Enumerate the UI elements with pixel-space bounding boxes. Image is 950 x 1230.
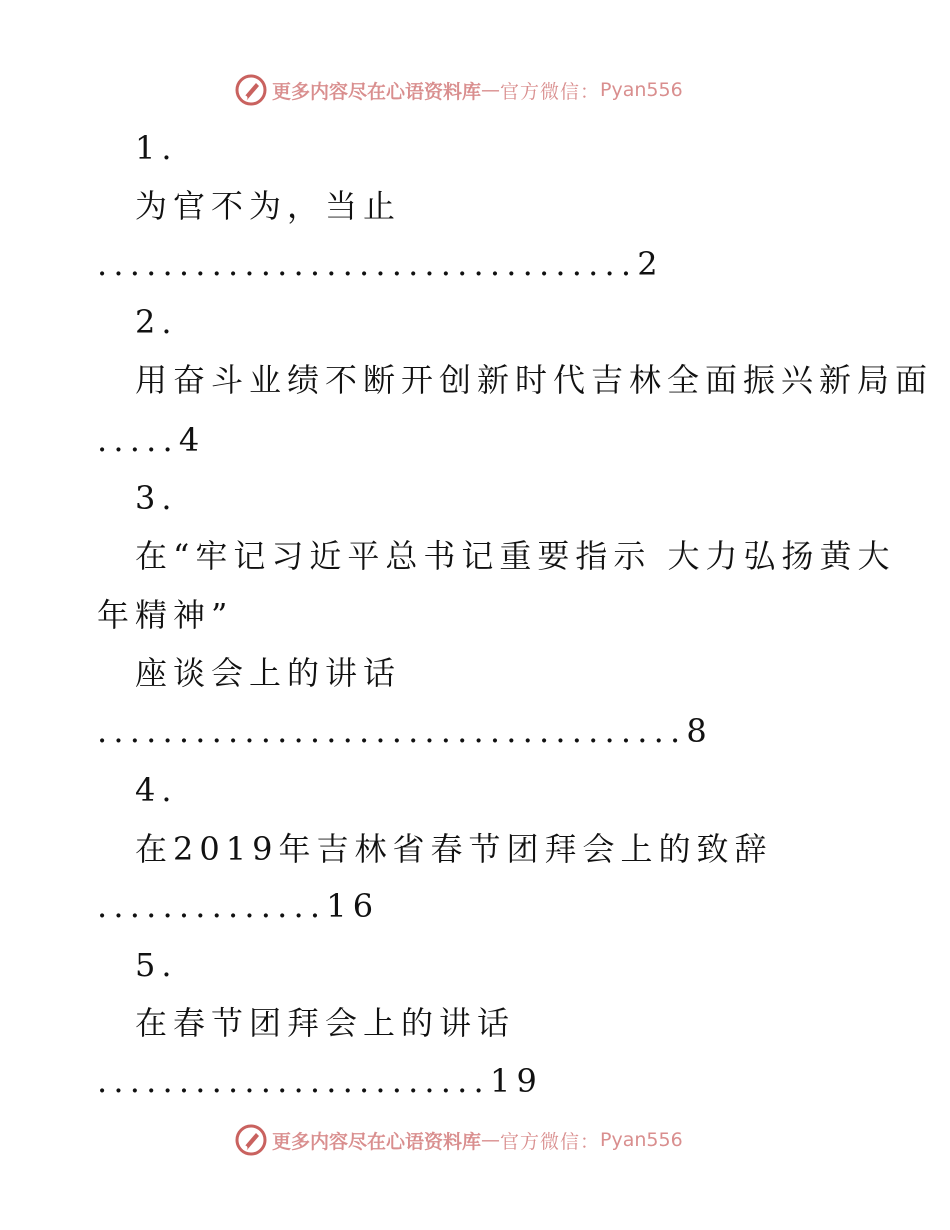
footer-watermark: [234, 1122, 683, 1158]
watermark-official: 官方微信：: [500, 80, 601, 103]
watermark-brand: 更多内容尽在心语资料库: [272, 1130, 482, 1153]
toc-entry-4-title[interactable]: 在2019年吉林省春节团拜会上的致辞: [135, 830, 773, 868]
pen-seal-icon: [234, 73, 268, 107]
toc-entry-4-number: 4.: [135, 771, 178, 809]
watermark-separator: —: [481, 79, 501, 101]
watermark-wechat-id: Pyan556: [600, 79, 683, 101]
toc-entry-1-title[interactable]: 为官不为，当止: [135, 187, 402, 225]
toc-entry-3-leader[interactable]: [97, 711, 713, 751]
toc-entry-2-title[interactable]: 用奋斗业绩不断开创新时代吉林全面振兴新局面: [135, 361, 934, 399]
watermark-brand: 更多内容尽在心语资料库: [272, 80, 482, 103]
toc-entry-4-leader[interactable]: [97, 886, 379, 926]
toc-entry-1-page: 2: [637, 245, 664, 283]
toc-entry-3-title-line-2[interactable]: 年精神”: [97, 596, 234, 634]
pen-seal-icon: [234, 1123, 268, 1157]
toc-entry-2-dots: .....: [97, 421, 179, 459]
toc-entry-2-leader[interactable]: [97, 420, 205, 460]
toc-entry-1-number: 1.: [135, 129, 178, 167]
toc-entry-1-leader[interactable]: [97, 244, 664, 284]
toc-entry-3-page: 8: [686, 712, 713, 750]
watermark-wechat-id: Pyan556: [600, 1129, 683, 1151]
toc-entry-5-dots: ........................: [97, 1062, 490, 1100]
toc-entry-5-page: 19: [489, 1062, 544, 1100]
toc-entry-4-page: 16: [326, 887, 380, 925]
toc-entry-3-title-line-1[interactable]: 在“牢记习近平总书记重要指示 大力弘扬黄大: [135, 537, 896, 575]
watermark-separator: —: [481, 1129, 501, 1151]
watermark-official: 官方微信：: [500, 1130, 601, 1153]
toc-entry-4-dots: ..............: [97, 887, 327, 925]
header-watermark: [234, 72, 683, 108]
toc-entry-2-page: 4: [178, 421, 206, 459]
toc-entry-3-number: 3.: [135, 479, 178, 517]
toc-entry-1-dots: .................................: [97, 245, 638, 283]
toc-entry-3-title-line-3[interactable]: 座谈会上的讲话: [135, 654, 402, 692]
toc-entry-5-number: 5.: [135, 946, 178, 984]
toc-entry-3-dots: ....................................: [97, 712, 687, 750]
toc-entry-5-leader[interactable]: [97, 1061, 543, 1101]
toc-entry-5-title[interactable]: 在春节团拜会上的讲话: [135, 1004, 516, 1042]
toc-entry-2-number: 2.: [135, 303, 178, 341]
